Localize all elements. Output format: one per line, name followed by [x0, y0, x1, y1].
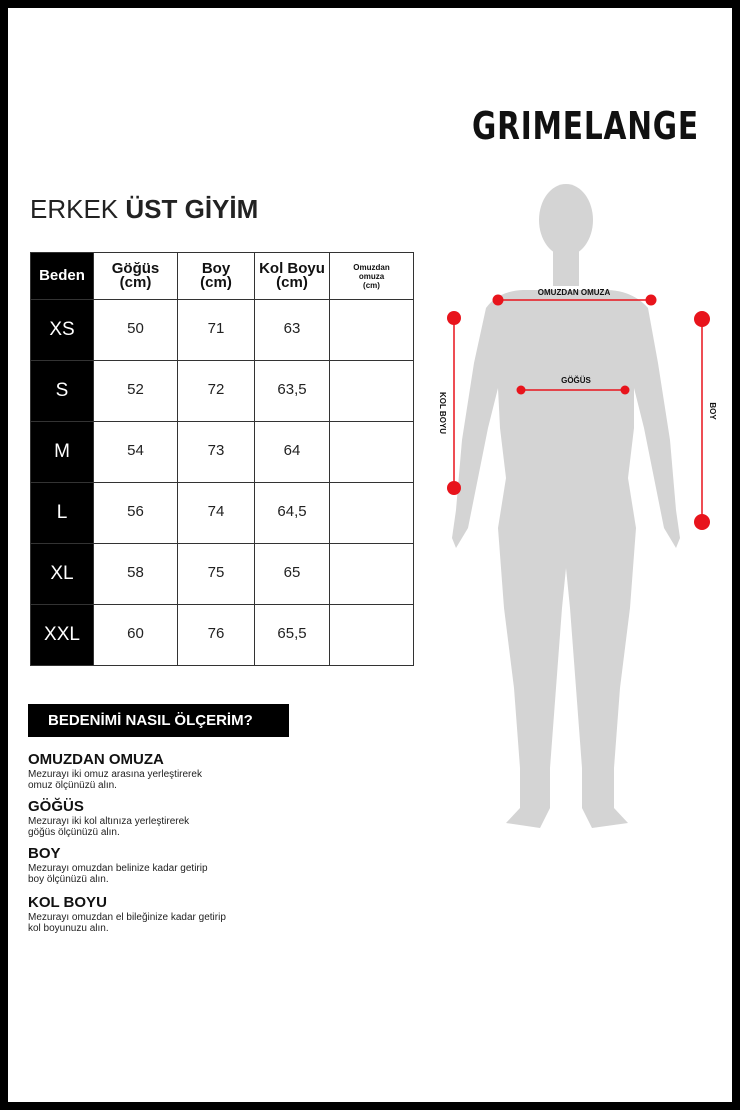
- sleeve-label: KOL BOYU: [438, 391, 447, 435]
- size-cell: M: [31, 422, 94, 483]
- length-label: BOY: [708, 402, 717, 420]
- body-silhouette: [452, 184, 680, 828]
- sleeve-marker-bottom: [447, 481, 461, 495]
- header-sleeve-text: Kol Boyu (cm): [259, 260, 325, 291]
- header-chest-text: Göğüs (cm): [111, 260, 160, 291]
- how-to-measure-heading: BEDENİMİ NASIL ÖLÇERİM?: [28, 704, 289, 737]
- header-shoulder-text: Omuzdan omuza (cm): [353, 262, 390, 290]
- chest-marker-left: [517, 386, 526, 395]
- shoulder-marker-right: [646, 295, 657, 306]
- instruction-title: GÖĞÜS: [28, 798, 84, 815]
- sleeve-measure: [438, 311, 461, 495]
- size-cell: XL: [31, 544, 94, 605]
- length-marker-bottom: [694, 514, 710, 530]
- instruction-title: OMUZDAN OMUZA: [28, 751, 164, 768]
- length-cell: 73: [178, 422, 255, 483]
- instruction-title: BOY: [28, 845, 61, 862]
- chest-cell: 50: [94, 300, 178, 361]
- instruction-title: KOL BOYU: [28, 894, 107, 911]
- sleeve-cell: 65,5: [255, 605, 330, 666]
- length-cell: 75: [178, 544, 255, 605]
- sleeve-marker-top: [447, 311, 461, 325]
- title-light: ERKEK: [30, 194, 119, 224]
- size-chart-page: [8, 8, 732, 1102]
- sleeve-cell: 64: [255, 422, 330, 483]
- length-cell: 71: [178, 300, 255, 361]
- chest-cell: 60: [94, 605, 178, 666]
- chest-label: GÖĞÜS: [561, 376, 591, 385]
- length-cell: 72: [178, 361, 255, 422]
- instruction-text: Mezurayı omuzdan belinize kadar getirip boy ölçünüzü alın.: [28, 863, 208, 885]
- chest-cell: 54: [94, 422, 178, 483]
- chest-cell: 58: [94, 544, 178, 605]
- shoulder-label: OMUZDAN OMUZA: [537, 288, 611, 297]
- chest-cell: 52: [94, 361, 178, 422]
- length-cell: 76: [178, 605, 255, 666]
- length-measure: [694, 311, 717, 530]
- size-cell: S: [31, 361, 94, 422]
- instruction-text: Mezurayı iki omuz arasına yerleştirerek omuz ölçünüzü alın.: [28, 769, 202, 791]
- length-marker-top: [694, 311, 710, 327]
- instruction-text: Mezurayı iki kol altınıza yerleştirerek göğüs ölçünüzü alın.: [28, 816, 190, 838]
- sleeve-cell: 65: [255, 544, 330, 605]
- header-size-text: Beden: [39, 267, 85, 284]
- sleeve-cell: 63,5: [255, 361, 330, 422]
- sleeve-cell: 63: [255, 300, 330, 361]
- size-cell: L: [31, 483, 94, 544]
- brand-logo: GRIMELANGE: [472, 104, 699, 148]
- size-cell: XXL: [31, 605, 94, 666]
- chest-marker-right: [621, 386, 630, 395]
- body-measurement-figure: [8, 8, 732, 1102]
- shoulder-marker-left: [493, 295, 504, 306]
- length-cell: 74: [178, 483, 255, 544]
- sleeve-cell: 64,5: [255, 483, 330, 544]
- instruction-text: Mezurayı omuzdan el bileğinize kadar getirip kol boyunuzu alın.: [28, 912, 226, 934]
- size-cell: XS: [31, 300, 94, 361]
- chest-cell: 56: [94, 483, 178, 544]
- title-bold: ÜST GİYİM: [125, 194, 259, 224]
- header-length-text: Boy (cm): [200, 260, 232, 291]
